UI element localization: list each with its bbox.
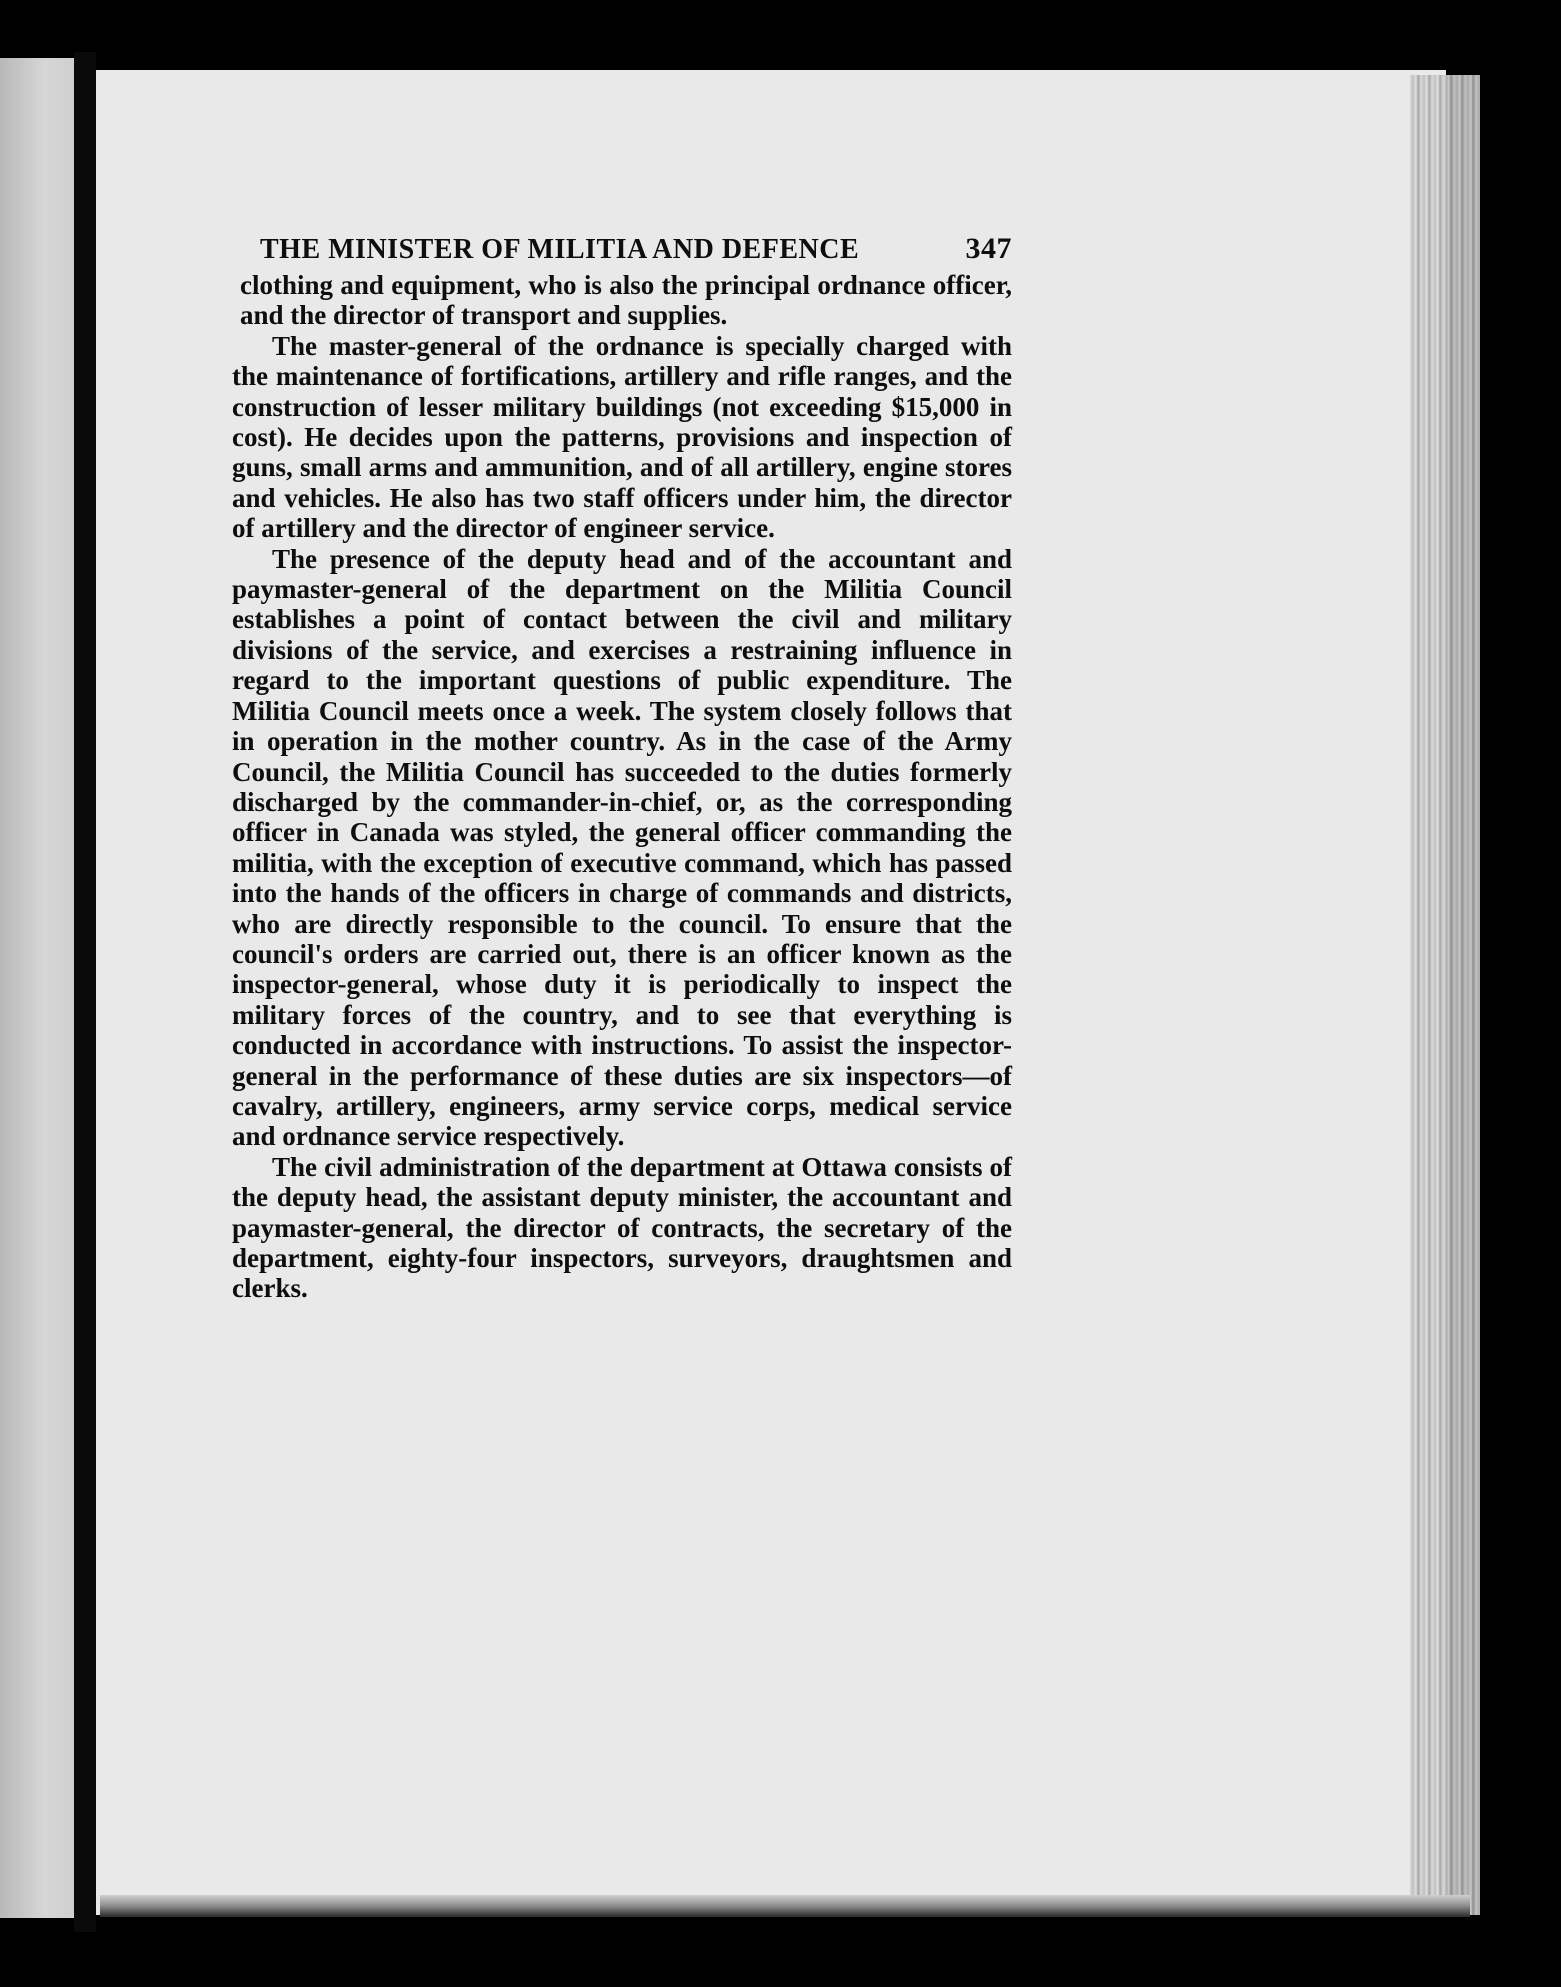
paragraph-continuation: clothing and equipment, who is also the principal ordnance officer, and the director of transport and supplies.	[240, 270, 1012, 331]
book-gutter	[74, 52, 96, 1932]
body-text	[232, 270, 1012, 1304]
paragraph-militia-council: The presence of the deputy head and of the accountant and paymaster-general of the department on the Militia Council establishes a point of contact between the civil and military divisions of the service, and exercises a restraining influence in regard to the important questions of public expenditure. The Militia Council meets once a week. The system closely follows that in operation in the mother country. As in the case of the Army Council, the Militia Council has succeeded to the duties formerly discharged by the commander-in-chief, or, as the corresponding officer in Canada was styled, the general officer commanding the militia, with the exception of executive command, which has passed into the hands of the officers in charge of commands and districts, who are directly responsible to the council. To ensure that the council's orders are carried out, there is an officer known as the inspector-general, whose duty it is periodically to inspect the military forces of the country, and to see that everything is conducted in accordance with instructions. To assist the inspector-general in the performance of these duties are six inspectors—of cavalry, artillery, engineers, army service corps, medical service and ordnance service respectively.	[232, 543, 1012, 1152]
page-number: 347	[965, 232, 1012, 265]
running-head-title: THE MINISTER OF MILITIA AND DEFENCE	[260, 234, 860, 265]
page-bottom-edge	[100, 1895, 1470, 1917]
paragraph-civil-administration: The civil administration of the department at Ottawa consists of the deputy head, the assistant deputy minister, the accountant and paymaster-general, the director of contracts, the secretary of the department, eighty-four inspectors, surveyors, draughtsmen and clerks.	[232, 1151, 1012, 1304]
page-text-block	[232, 232, 1012, 1304]
page-stack-edge	[1410, 75, 1480, 1915]
facing-page-edge	[0, 58, 74, 1918]
paragraph-master-general: The master-general of the ordnance is specially charged with the maintenance of fortifications, artillery and rifle ranges, and the construction of lesser military buildings (not exceeding $15,000 in cost). He decides upon the patterns, provisions and inspection of guns, small arms and ammunition, and of all artillery, engine stores and vehicles. He also has two staff officers under him, the director of artillery and the director of engineer service.	[232, 330, 1012, 544]
running-head	[232, 232, 1012, 266]
